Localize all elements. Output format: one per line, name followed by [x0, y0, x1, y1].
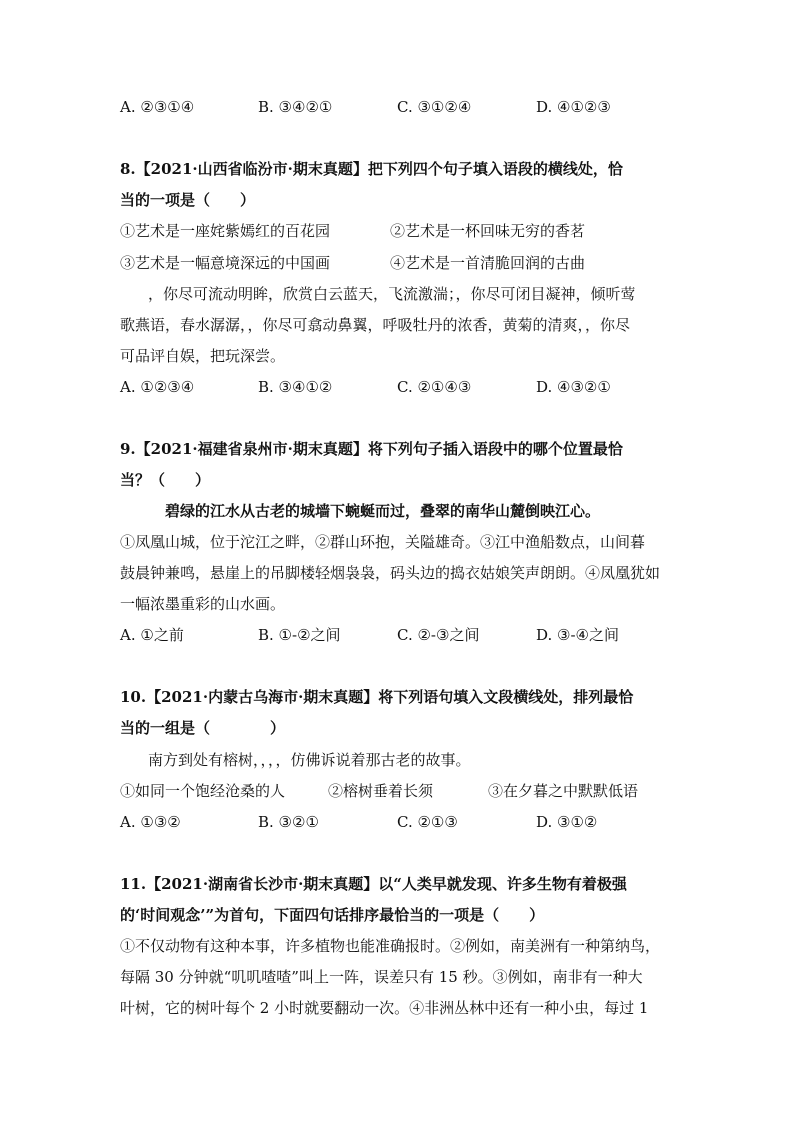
q8-option-a: A. ①②③④ — [120, 378, 195, 396]
question-9-title: 9.【2021·福建省泉州市·期末真题】将下列句子插入语段中的哪个位置最恰 — [120, 440, 623, 458]
q10-sentence-3: ③在夕暮之中默默低语 — [488, 782, 639, 800]
q10-passage: 南方到处有榕树，，，，仿佛诉说着那古老的故事。 — [148, 751, 471, 769]
q9-option-a: A. ①之前 — [120, 626, 184, 644]
q8-sentence-1: ①艺术是一座姹紫嫣红的百花园 — [120, 222, 331, 240]
q10-sentence-1: ①如同一个饱经沧桑的人 — [120, 782, 286, 800]
q8-sentence-3: ③艺术是一幅意境深远的中国画 — [120, 254, 331, 272]
q8-option-d: D. ④③②① — [536, 378, 611, 396]
option-b: B. ③④②① — [258, 98, 333, 116]
question-10-title-cont: 当的一组是（ ） — [120, 719, 286, 737]
question-11-title: 11.【2021·湖南省长沙市·期末真题】以“人类早就发现、许多生物有着极强 — [120, 875, 627, 893]
q10-option-c: C. ②①③ — [397, 813, 458, 831]
option-d: D. ④①②③ — [536, 98, 611, 116]
q8-option-c: C. ②①④③ — [397, 378, 472, 396]
q8-passage-line: 歌燕语，春水潺潺，，你尽可翕动鼻翼，呼吸牡丹的浓香，黄菊的清爽，，你尽 — [120, 316, 631, 334]
q8-passage-line: 可品评自娱，把玩深尝。 — [120, 347, 286, 365]
q8-sentence-2: ②艺术是一杯回味无穷的香茗 — [390, 222, 586, 240]
q10-option-a: A. ①③② — [120, 813, 181, 831]
question-9-title-cont: 当？（ ） — [120, 471, 211, 489]
q8-option-b: B. ③④①② — [258, 378, 333, 396]
question-8-title: 8.【2021·山西省临汾市·期末真题】把下列四个句子填入语段的横线处，恰 — [120, 160, 623, 178]
question-11-title-cont: 的‘时间观念’”为首句，下面四句话排序最恰当的一项是（ ） — [120, 906, 545, 924]
q9-option-c: C. ②-③之间 — [397, 626, 480, 644]
q10-option-d: D. ③①② — [536, 813, 598, 831]
q9-passage-line: ①凤凰山城，位于沱江之畔，②群山环抱，关隘雄奇。③江中渔船数点，山间暮 — [120, 533, 646, 551]
q8-sentence-4: ④艺术是一首清脆回润的古曲 — [390, 254, 586, 272]
q9-option-b: B. ①-②之间 — [258, 626, 341, 644]
question-10-title: 10.【2021·内蒙古乌海市·期末真题】将下列语句填入文段横线处，排列最恰 — [120, 688, 634, 706]
option-c: C. ③①②④ — [397, 98, 472, 116]
q11-passage-line: 叶树，它的树叶每个 2 小时就要翻动一次。④非洲丛林中还有一种小虫，每过 1 — [120, 999, 649, 1017]
question-8-title-cont: 当的一项是（ ） — [120, 191, 256, 209]
q10-sentence-2: ②榕树垂着长须 — [328, 782, 434, 800]
option-a: A. ②③①④ — [120, 98, 195, 116]
q9-insert-sentence: 碧绿的江水从古老的城墙下蜿蜒而过，叠翠的南华山麓倒映江心。 — [165, 502, 601, 520]
q11-passage-line: ①不仅动物有这种本事，许多植物也能准确报时。②例如，南美洲有一种第纳鸟， — [120, 937, 661, 955]
q9-passage-line: 鼓晨钟兼鸣，悬崖上的吊脚楼轻烟袅袅，码头边的捣衣姑娘笑声朗朗。④凤凰犹如 — [120, 564, 661, 582]
q10-option-b: B. ③②① — [258, 813, 319, 831]
q11-passage-line: 每隔 30 分钟就“叽叽喳喳”叫上一阵，误差只有 15 秒。③例如，南非有一种大 — [120, 968, 643, 986]
q9-passage-line: 一幅浓墨重彩的山水画。 — [120, 595, 286, 613]
q8-passage-line: ，你尽可流动明眸，欣赏白云蓝天，飞流激湍；，你尽可闭目凝神，倾听莺 — [148, 285, 636, 303]
q9-option-d: D. ③-④之间 — [536, 626, 619, 644]
